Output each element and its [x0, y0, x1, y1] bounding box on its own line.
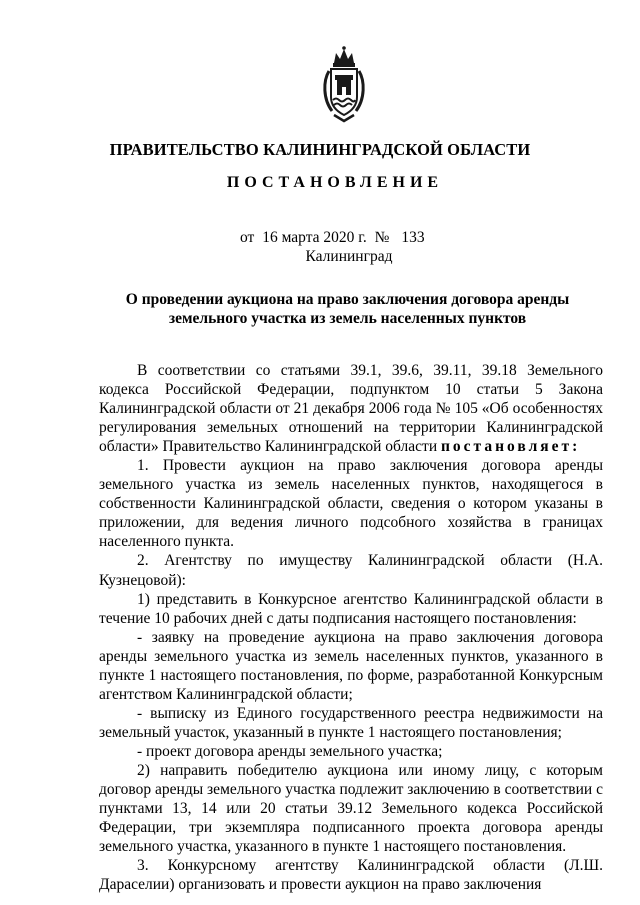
city: Калининград — [305, 248, 393, 265]
preamble-text: В соответствии со статьями 39.1, 39.6, 39.11, 39.18 Земельного кодекса Российской Федерации, подпунктом 10 статьи 5 Закона Калининградской области от 21 декабря 2006 года № 105 «Об особенностях регулирования земельных отношений на территории Калининградской области» Правительство Калининградской области — [99, 362, 603, 456]
document-body — [99, 361, 603, 894]
paragraph-3: 3. Конкурсному агентству Калининградской области (Л.Ш. Дараселии) организовать и провести аукцион на право заключения — [99, 857, 603, 894]
number-sign: № — [374, 229, 390, 246]
organization-name: ПРАВИТЕЛЬСТВО КАЛИНИНГРАДСКОЙ ОБЛАСТИ — [109, 140, 531, 159]
document-title — [100, 290, 595, 328]
paragraph-2: 2. Агентству по имуществу Калининградской области (Н.А. Кузнецовой): — [99, 552, 603, 589]
date-prefix: от — [240, 229, 255, 246]
item-draft-contract: - проект договора аренды земельного участка; — [137, 742, 443, 760]
title-line-2: земельного участка из земель населенных пунктов — [168, 310, 527, 327]
coat-of-arms-icon — [320, 45, 368, 125]
item-application: - заявку на проведение аукциона на право заключения договора аренды земельного участка из земель населенных пунктов, указанного в пункте 1 настоящего постановления, по форме, разработанной Конкурсным агентством Калининградской области; — [99, 628, 603, 703]
subparagraph-2-2: 2) направить победителю аукциона или иному лицу, с которым договор аренды земельного участка подлежит заключению в соответствии с пунктами 13, 14 или 20 статьи 39.12 Земельного кодекса Российской Федерации, три экземпляра подписанного проекта договора аренды земельного участка, указанного в пункте 1 настоящего постановления. — [99, 761, 603, 856]
date-line — [240, 229, 425, 247]
title-line-1: О проведении аукциона на право заключения договора аренды — [125, 291, 570, 308]
document-type: ПОСТАНОВЛЕНИЕ — [226, 174, 444, 191]
document-number: 133 — [401, 229, 425, 246]
decree-word: постановляет: — [441, 438, 581, 456]
item-registry-extract: - выписку из Единого государственного реестра недвижимости на земельный участок, указанный в пункте 1 настоящего постановления; — [99, 704, 603, 741]
subparagraph-2-1: 1) представить в Конкурсное агентство Калининградской области в течение 10 рабочих дней с даты подписания настоящего постановления: — [99, 590, 603, 627]
paragraph-1: 1. Провести аукцион на право заключения договора аренды земельного участка из земель населенных пунктов, находящегося в собственности Калининградской области, сведения о котором указаны в приложении, для ведения личного подсобного хозяйства в границах населенного пункта. — [99, 457, 603, 551]
preamble — [99, 361, 603, 456]
document-date: 16 марта 2020 г. — [262, 229, 367, 246]
